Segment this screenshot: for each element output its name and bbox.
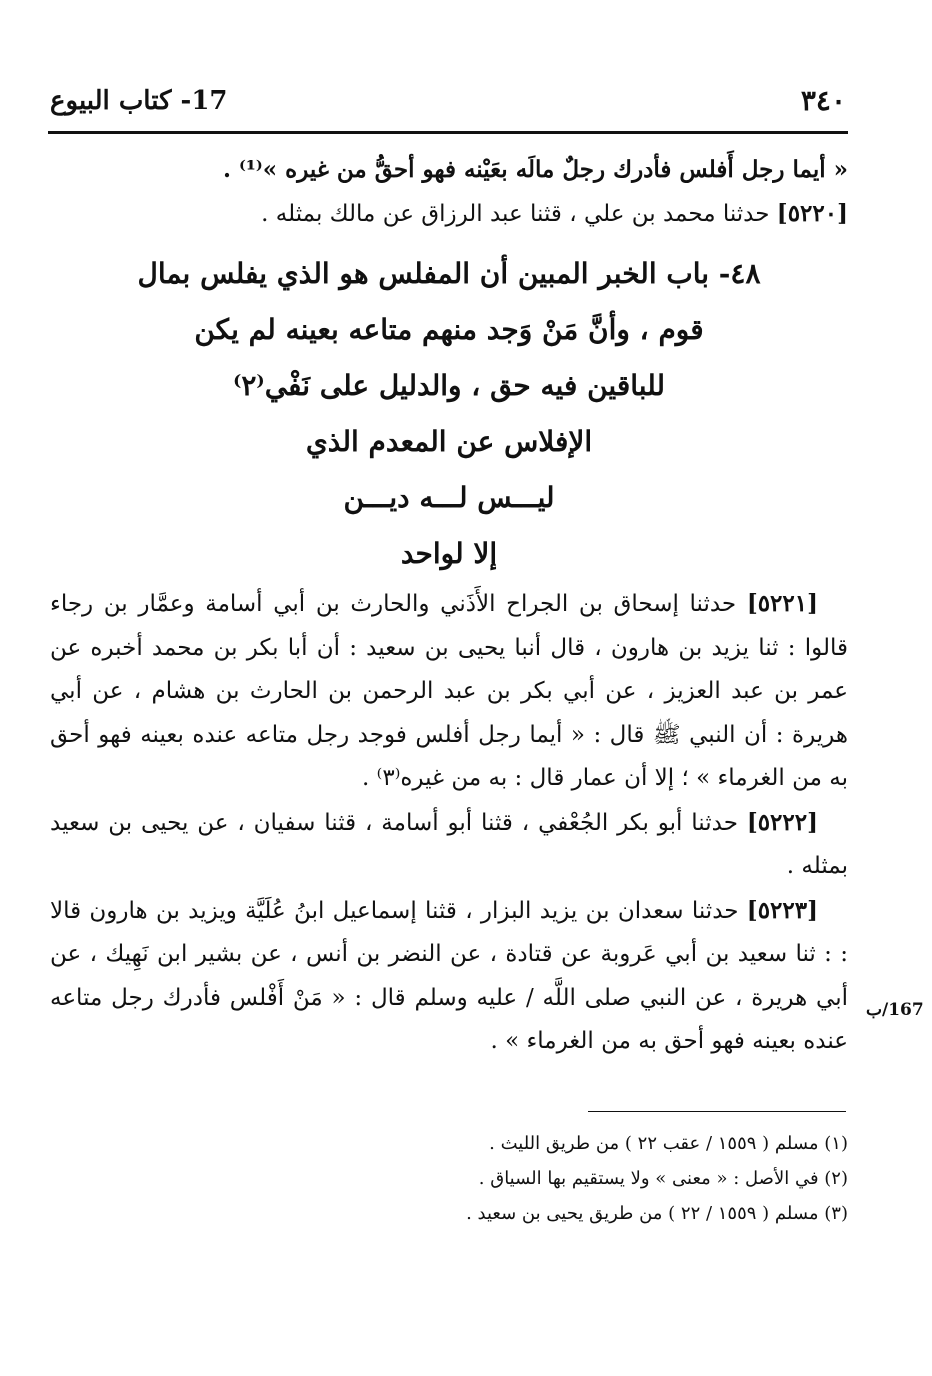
chapter-line: إلا لواحد	[400, 537, 498, 570]
footnotes	[50, 1126, 848, 1231]
hadith-number: [٥٢٢٠]	[776, 200, 848, 227]
book-title: 17- كتاب البيوع	[50, 86, 228, 116]
hadith-text: حدثنا أبو بكر الجُعْفي ، قثنا أبو أسامة ، قثنا سفيان ، عن يحيى بن سعيد بمثله .	[50, 809, 848, 879]
hadith-number: [٥٢٢١]	[746, 590, 819, 617]
hadith-5222	[50, 801, 848, 889]
hadith-number: [٥٢٢٢]	[746, 808, 819, 836]
manuscript-folio-note: 167/ب	[866, 1000, 924, 1020]
chapter-heading	[50, 246, 848, 582]
footnote: (٢) في الأصل : « معنى » ولا يستقيم بها السياق .	[478, 1168, 848, 1189]
chapter-line: ٤٨- باب الخبر المبين أن المفلس هو الذي يفلس بمال	[137, 257, 761, 290]
hadith-5223	[50, 889, 848, 1064]
hadith-5220	[50, 192, 848, 236]
chapter-line: ليـــس لـــه ديـــن	[343, 481, 555, 514]
chapter-line: الإفلاس عن المعدم الذي	[305, 425, 593, 458]
hadith-5221	[50, 582, 848, 801]
chapter-line: للباقين فيه حق ، والدليل على نَفْي⁽٢⁾	[232, 369, 665, 402]
main-text	[50, 148, 848, 1064]
header-rule	[48, 131, 848, 134]
hadith-text: حدثنا إسحاق بن الجراح الأَذَني والحارث بن أبي أسامة وعمَّار بن رجاء قالوا : ثنا يزيد بن هارون ، قال أنبا يحيى بن سعيد : أن أبا بكر بن محمد أخبره عن عمر بن عبد العزيز ، عن أبي بكر بن عبد الرحمن بن الحارث بن هشام ، عن أبي هريرة : أن النبي ﷺ قال : « أيما رجل أفلس فوجد رجل متاعه عنده بعينه فهو أحق به من الغرماء » ؛ إلا أن عمار قال : به من غيره⁽٣⁾ .	[50, 591, 848, 791]
chapter-line: قوم ، وأنَّ مَنْ وَجد منهم متاعه بعينه لم يكن	[194, 313, 704, 346]
footnote-rule	[588, 1111, 846, 1112]
hadith-number: [٥٢٢٣]	[746, 896, 818, 924]
footnote: (١) مسلم ( ١٥٥٩ / عقب ٢٢ ) من طريق الليث .	[489, 1133, 848, 1154]
page-header	[50, 84, 846, 124]
hadith-text: حدثنا محمد بن علي ، قثنا عبد الرزاق عن مالك بمثله .	[261, 201, 770, 227]
hadith-text: حدثنا سعدان بن يزيد البزار ، قثنا إسماعيل ابنُ عُلَيَّة ويزيد بن هارون قالا : : ثنا سعيد بن أبي عَروبة عن قتادة ، عن النضر بن أنس ، عن بشير ابن نَهِيك ، عن أبي هريرة ، عن النبي صلى اللَّه / عليه وسلم قال : « مَنْ أَفْلس فأدرك رجل متاعه عنده بعينه فهو أحق به من الغرماء » .	[50, 897, 848, 1054]
hadith-quote-line: « أيما رجل أَفلس فأدرك رجلٌ مالَه بعَيْنه فهو أحقُّ من غيره »⁽¹⁾ .	[222, 156, 848, 183]
page-number: ٣٤٠	[800, 84, 846, 117]
footnote: (٣) مسلم ( ١٥٥٩ / ٢٢ ) من طريق يحيى بن سعيد .	[466, 1203, 848, 1224]
